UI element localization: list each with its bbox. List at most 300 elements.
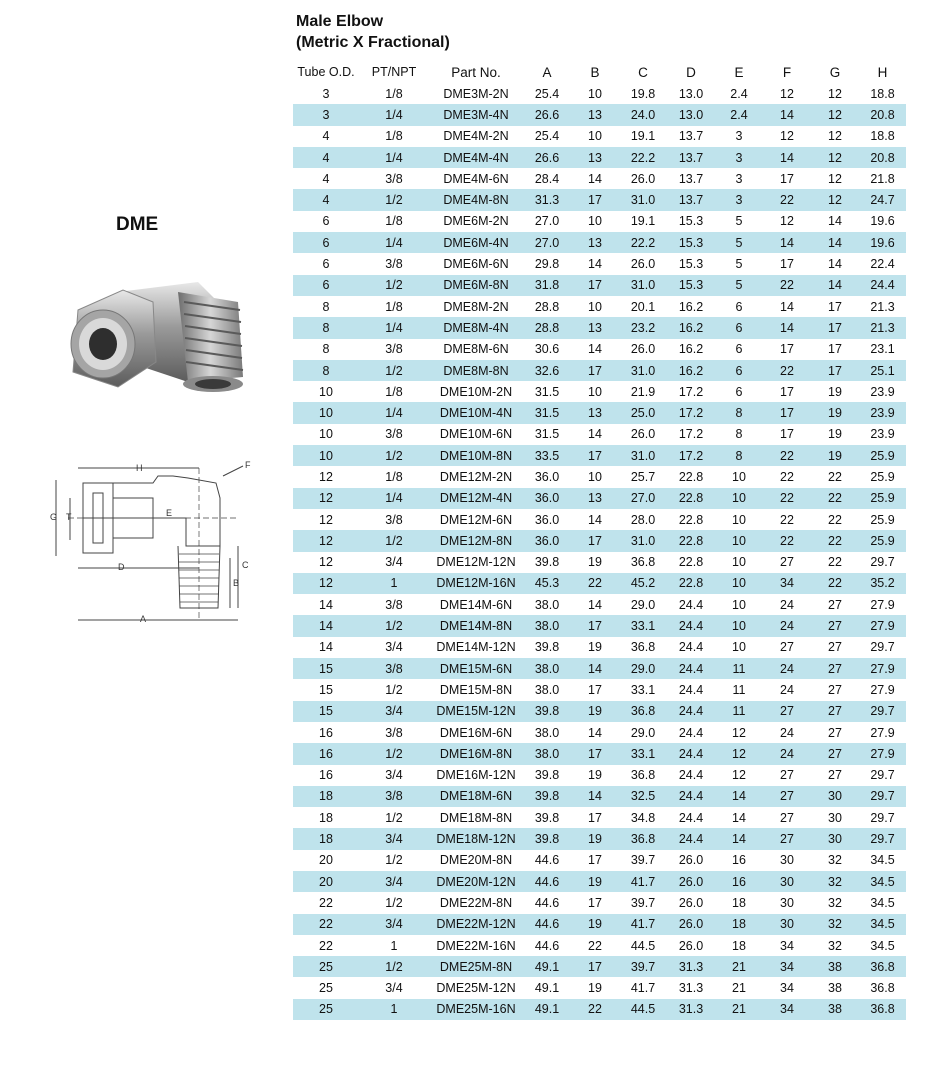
cell-a: 25.4 (534, 129, 560, 144)
cell-part-no: DME25M-8N (429, 956, 523, 977)
cell-c: 31.0 (619, 275, 667, 296)
cell-a: 38.0 (534, 682, 560, 697)
cell-tube-od: 14 (319, 640, 333, 655)
product-code-label: DME (116, 214, 159, 235)
cell-b: 17 (571, 743, 619, 764)
cell-e: 3 (735, 129, 743, 144)
cell-e: 10 (715, 573, 763, 594)
cell-pt-npt: 3/4 (359, 914, 429, 935)
cell-d: 24.4 (678, 597, 704, 612)
table-row (293, 594, 906, 615)
cell-part-no: DME25M-12N (436, 981, 516, 996)
cell-b: 13 (571, 402, 619, 423)
cell-f: 34 (763, 956, 811, 977)
table-row (293, 488, 906, 509)
cell-a: 39.8 (534, 810, 560, 825)
cell-part-no: DME15M-12N (429, 701, 523, 722)
cell-pt-npt: 1/2 (359, 743, 429, 764)
cell-e: 3 (735, 171, 743, 186)
cell-tube-od: 6 (293, 232, 359, 253)
cell-a: 39.8 (523, 786, 571, 807)
cell-a: 29.8 (534, 257, 560, 272)
cell-part-no: DME18M-8N (439, 810, 513, 825)
cell-c: 22.2 (619, 147, 667, 168)
cell-pt-npt: 3/4 (385, 981, 403, 996)
cell-f: 22 (763, 445, 811, 466)
cell-d: 26.0 (678, 938, 704, 953)
cell-h: 25.9 (859, 488, 906, 509)
table-row (293, 743, 906, 764)
cell-b: 19 (571, 701, 619, 722)
cell-tube-od: 10 (319, 427, 333, 442)
cell-pt-npt: 1/2 (359, 360, 429, 381)
table-row (293, 445, 906, 466)
cell-g: 19 (811, 445, 859, 466)
cell-tube-od: 22 (319, 938, 333, 953)
cell-b: 13 (571, 147, 619, 168)
cell-b: 17 (571, 445, 619, 466)
cell-part-no: DME25M-16N (429, 999, 523, 1020)
cell-f: 24 (780, 725, 794, 740)
cell-f: 30 (780, 853, 794, 868)
table-row (293, 658, 906, 679)
cell-a: 31.5 (523, 402, 571, 423)
cell-e: 3 (715, 147, 763, 168)
cell-c: 21.9 (630, 384, 656, 399)
cell-e: 21 (715, 999, 763, 1020)
cell-part-no: DME10M-2N (439, 384, 513, 399)
cell-e: 8 (715, 402, 763, 423)
table-row (293, 977, 906, 998)
cell-b: 14 (571, 786, 619, 807)
cell-pt-npt: 1/2 (359, 275, 429, 296)
cell-c: 26.0 (630, 427, 656, 442)
cell-a: 31.5 (534, 384, 560, 399)
col-header-a: A (542, 64, 552, 80)
dimension-drawing (48, 458, 268, 628)
cell-f: 22 (763, 488, 811, 509)
cell-e: 6 (735, 299, 743, 314)
cell-d: 24.4 (667, 658, 715, 679)
cell-e: 10 (715, 488, 763, 509)
cell-pt-npt: 3/8 (385, 427, 403, 442)
cell-e: 16 (715, 871, 763, 892)
table-row (293, 424, 906, 445)
cell-a: 31.3 (523, 189, 571, 210)
cell-b: 19 (571, 871, 619, 892)
cell-b: 13 (571, 317, 619, 338)
cell-d: 24.4 (667, 701, 715, 722)
table-row (293, 573, 906, 594)
col-header-f: F (782, 64, 792, 80)
cell-d: 17.2 (667, 402, 715, 423)
cell-e: 5 (735, 257, 743, 272)
cell-f: 27 (763, 701, 811, 722)
cell-e: 11 (732, 682, 746, 697)
table-row (293, 701, 906, 722)
table-row (293, 275, 906, 296)
cell-g: 22 (811, 488, 859, 509)
cell-d: 24.4 (667, 828, 715, 849)
cell-h: 35.2 (859, 573, 906, 594)
col-header-e: E (734, 64, 744, 80)
cell-c: 26.0 (630, 171, 656, 186)
cell-a: 26.6 (523, 104, 571, 125)
table-row (293, 232, 906, 253)
cell-b: 10 (588, 299, 602, 314)
cell-g: 27 (828, 682, 842, 697)
table-row (293, 552, 906, 573)
cell-a: 25.4 (534, 86, 560, 101)
cell-a: 26.6 (523, 147, 571, 168)
cell-c: 19.1 (630, 214, 656, 229)
cell-pt-npt: 1 (359, 999, 429, 1020)
cell-g: 38 (811, 956, 859, 977)
cell-e: 16 (732, 853, 746, 868)
cell-pt-npt: 3/4 (385, 555, 403, 570)
cell-a: 38.0 (523, 743, 571, 764)
cell-b: 22 (571, 573, 619, 594)
cell-e: 18 (732, 938, 746, 953)
cell-g: 30 (811, 786, 859, 807)
cell-f: 24 (763, 615, 811, 636)
cell-d: 22.8 (678, 512, 704, 527)
cell-g: 17 (828, 342, 842, 357)
cell-pt-npt: 1/4 (359, 402, 429, 423)
cell-tube-od: 3 (293, 104, 359, 125)
cell-tube-od: 12 (319, 555, 333, 570)
cell-pt-npt: 3/4 (359, 871, 429, 892)
col-header-d: D (686, 64, 696, 80)
cell-f: 14 (763, 104, 811, 125)
cell-d: 16.2 (678, 342, 704, 357)
cell-c: 29.0 (630, 597, 656, 612)
cell-a: 38.0 (523, 615, 571, 636)
cell-d: 24.4 (667, 743, 715, 764)
cell-c: 34.8 (630, 810, 656, 825)
drawing-label-h: H (136, 463, 143, 473)
table-row (293, 317, 906, 338)
cell-tube-od: 12 (293, 530, 359, 551)
cell-pt-npt: 3/4 (385, 640, 403, 655)
cell-pt-npt: 1/2 (385, 853, 403, 868)
cell-g: 27 (811, 701, 859, 722)
cell-tube-od: 4 (293, 147, 359, 168)
cell-a: 44.6 (523, 914, 571, 935)
cell-g: 12 (811, 189, 859, 210)
cell-f: 12 (780, 129, 794, 144)
cell-a: 38.0 (534, 725, 560, 740)
cell-e: 14 (715, 786, 763, 807)
cell-f: 17 (780, 171, 794, 186)
cell-h: 29.7 (859, 701, 906, 722)
cell-h: 36.8 (859, 956, 906, 977)
cell-tube-od: 22 (319, 895, 333, 910)
cell-d: 22.8 (667, 530, 715, 551)
cell-e: 6 (735, 342, 743, 357)
cell-h: 20.8 (859, 147, 906, 168)
drawing-label-a: A (140, 614, 147, 624)
cell-a: 49.1 (523, 999, 571, 1020)
cell-b: 17 (588, 682, 602, 697)
cell-h: 22.4 (870, 257, 895, 272)
cell-d: 15.3 (667, 275, 715, 296)
cell-f: 14 (763, 147, 811, 168)
table-row (293, 339, 906, 360)
cell-g: 17 (811, 317, 859, 338)
cell-b: 14 (588, 597, 602, 612)
col-header-c: C (638, 64, 648, 80)
cell-tube-od: 22 (293, 914, 359, 935)
cell-a: 28.8 (534, 299, 560, 314)
cell-d: 17.2 (678, 384, 704, 399)
col-header-pt-npt: PT/NPT (371, 65, 417, 79)
cell-f: 17 (780, 342, 794, 357)
cell-pt-npt: 3/8 (385, 257, 403, 272)
cell-f: 17 (763, 402, 811, 423)
cell-b: 19 (588, 768, 602, 783)
cell-b: 13 (571, 232, 619, 253)
table-row (293, 147, 906, 168)
cell-c: 36.8 (619, 828, 667, 849)
cell-b: 22 (588, 938, 602, 953)
table-row (293, 509, 906, 530)
cell-pt-npt: 1/8 (385, 86, 403, 101)
table-row (293, 935, 906, 956)
table-row (293, 637, 906, 658)
cell-g: 32 (828, 938, 842, 953)
cell-tube-od: 15 (293, 701, 359, 722)
cell-b: 14 (588, 512, 602, 527)
table-row (293, 807, 906, 828)
cell-d: 22.8 (667, 573, 715, 594)
cell-d: 26.0 (678, 853, 704, 868)
dimensions-table (293, 61, 906, 1020)
cell-b: 22 (571, 999, 619, 1020)
cell-b: 10 (588, 384, 602, 399)
cell-b: 14 (588, 257, 602, 272)
cell-h: 27.9 (870, 597, 895, 612)
cell-tube-od: 15 (319, 682, 333, 697)
cell-c: 31.0 (619, 445, 667, 466)
cell-d: 17.2 (678, 427, 704, 442)
cell-part-no: DME12M-6N (439, 512, 513, 527)
cell-e: 3 (715, 189, 763, 210)
cell-f: 17 (780, 427, 794, 442)
cell-b: 17 (571, 530, 619, 551)
cell-tube-od: 8 (293, 360, 359, 381)
cell-a: 36.0 (534, 512, 560, 527)
cell-a: 44.6 (534, 895, 560, 910)
cell-tube-od: 16 (319, 725, 333, 740)
cell-e: 10 (732, 469, 746, 484)
cell-h: 23.9 (870, 427, 895, 442)
cell-a: 49.1 (523, 956, 571, 977)
cell-g: 12 (811, 147, 859, 168)
title-line-1: Male Elbow (296, 13, 384, 30)
cell-a: 39.8 (534, 768, 560, 783)
cell-part-no: DME16M-6N (439, 725, 513, 740)
cell-b: 10 (588, 129, 602, 144)
cell-tube-od: 18 (319, 810, 333, 825)
cell-h: 25.9 (870, 469, 895, 484)
table-header-row (293, 61, 906, 83)
cell-a: 45.3 (523, 573, 571, 594)
col-header-g: G (829, 64, 841, 80)
page-title (296, 11, 450, 53)
cell-h: 34.5 (870, 938, 895, 953)
cell-e: 14 (715, 828, 763, 849)
cell-d: 24.4 (667, 786, 715, 807)
table-row (293, 679, 906, 700)
cell-e: 18 (732, 895, 746, 910)
drawing-label-t: T (66, 512, 72, 522)
cell-g: 17 (828, 299, 842, 314)
cell-d: 13.7 (678, 171, 704, 186)
cell-e: 2.4 (715, 104, 763, 125)
cell-e: 11 (715, 701, 763, 722)
cell-c: 33.1 (630, 682, 656, 697)
cell-pt-npt: 1/2 (385, 895, 403, 910)
cell-e: 8 (715, 445, 763, 466)
cell-b: 19 (571, 828, 619, 849)
cell-a: 31.8 (523, 275, 571, 296)
cell-e: 12 (732, 768, 746, 783)
cell-f: 14 (763, 232, 811, 253)
cell-f: 12 (780, 214, 794, 229)
cell-a: 28.8 (523, 317, 571, 338)
cell-g: 27 (828, 640, 842, 655)
cell-h: 19.6 (859, 232, 906, 253)
table-row (293, 914, 906, 935)
drawing-label-e: E (166, 508, 173, 518)
col-header-tube-od: Tube O.D. (297, 65, 355, 79)
cell-a: 27.0 (523, 232, 571, 253)
drawing-label-c: C (242, 560, 249, 570)
cell-pt-npt: 3/8 (385, 512, 403, 527)
cell-a: 39.8 (534, 640, 560, 655)
cell-d: 22.8 (667, 488, 715, 509)
cell-pt-npt: 3/4 (359, 701, 429, 722)
cell-h: 27.9 (859, 658, 906, 679)
cell-g: 14 (828, 257, 842, 272)
cell-f: 24 (780, 597, 794, 612)
cell-f: 34 (780, 938, 794, 953)
cell-d: 16.2 (667, 317, 715, 338)
cell-part-no: DME12M-16N (429, 573, 523, 594)
cell-part-no: DME3M-4N (429, 104, 523, 125)
cell-b: 14 (571, 658, 619, 679)
cell-f: 34 (763, 999, 811, 1020)
cell-e: 10 (732, 597, 746, 612)
cell-tube-od: 12 (319, 469, 333, 484)
cell-pt-npt: 1/2 (359, 189, 429, 210)
cell-h: 18.8 (870, 86, 895, 101)
cell-d: 24.4 (678, 810, 704, 825)
cell-e: 21 (715, 956, 763, 977)
cell-f: 27 (780, 640, 794, 655)
cell-part-no: DME6M-2N (443, 214, 509, 229)
table-row (293, 360, 906, 381)
cell-h: 29.7 (859, 828, 906, 849)
cell-part-no: DME14M-8N (429, 615, 523, 636)
cell-f: 27 (780, 810, 794, 825)
cell-part-no: DME18M-6N (429, 786, 523, 807)
cell-h: 34.5 (859, 914, 906, 935)
cell-c: 23.2 (619, 317, 667, 338)
cell-c: 22.2 (619, 232, 667, 253)
table-row (293, 189, 906, 210)
cell-tube-od: 6 (322, 257, 330, 272)
cell-g: 27 (828, 597, 842, 612)
cell-pt-npt: 1/8 (385, 214, 403, 229)
cell-e: 5 (715, 275, 763, 296)
cell-d: 15.3 (678, 257, 704, 272)
cell-h: 29.7 (870, 810, 895, 825)
cell-c: 27.0 (619, 488, 667, 509)
cell-pt-npt: 1/8 (385, 469, 403, 484)
cell-d: 24.4 (678, 682, 704, 697)
cell-part-no: DME15M-6N (429, 658, 523, 679)
cell-b: 10 (588, 214, 602, 229)
cell-e: 6 (735, 384, 743, 399)
cell-tube-od: 25 (293, 956, 359, 977)
cell-f: 22 (780, 469, 794, 484)
cell-e: 18 (715, 914, 763, 935)
cell-part-no: DME8M-2N (443, 299, 509, 314)
cell-h: 25.9 (859, 530, 906, 551)
cell-tube-od: 3 (322, 86, 330, 101)
table-row (293, 615, 906, 636)
cell-f: 34 (780, 981, 794, 996)
cell-tube-od: 6 (293, 275, 359, 296)
table-row (293, 126, 906, 147)
col-header-h: H (877, 64, 888, 80)
cell-c: 24.0 (619, 104, 667, 125)
cell-c: 29.0 (619, 658, 667, 679)
cell-c: 41.7 (619, 914, 667, 935)
cell-b: 17 (571, 275, 619, 296)
cell-h: 36.8 (859, 999, 906, 1020)
cell-h: 24.7 (859, 189, 906, 210)
cell-e: 10 (715, 530, 763, 551)
cell-a: 36.0 (523, 530, 571, 551)
cell-b: 17 (571, 360, 619, 381)
drawing-label-f: F (245, 460, 251, 470)
table-row (293, 168, 906, 189)
cell-h: 27.9 (870, 682, 895, 697)
cell-a: 30.6 (534, 342, 560, 357)
cell-e: 14 (732, 810, 746, 825)
cell-h: 21.3 (859, 317, 906, 338)
cell-pt-npt: 1/4 (359, 317, 429, 338)
cell-g: 22 (811, 573, 859, 594)
cell-d: 31.3 (667, 956, 715, 977)
cell-part-no: DME4M-8N (429, 189, 523, 210)
cell-g: 19 (828, 427, 842, 442)
cell-g: 38 (811, 999, 859, 1020)
cell-f: 34 (763, 573, 811, 594)
cell-g: 22 (828, 555, 842, 570)
cell-tube-od: 16 (319, 768, 333, 783)
cell-g: 12 (811, 104, 859, 125)
cell-tube-od: 6 (322, 214, 330, 229)
cell-g: 27 (811, 615, 859, 636)
cell-pt-npt: 1/4 (359, 232, 429, 253)
cell-part-no: DME18M-12N (429, 828, 523, 849)
cell-d: 26.0 (667, 871, 715, 892)
cell-part-no: DME10M-4N (429, 402, 523, 423)
